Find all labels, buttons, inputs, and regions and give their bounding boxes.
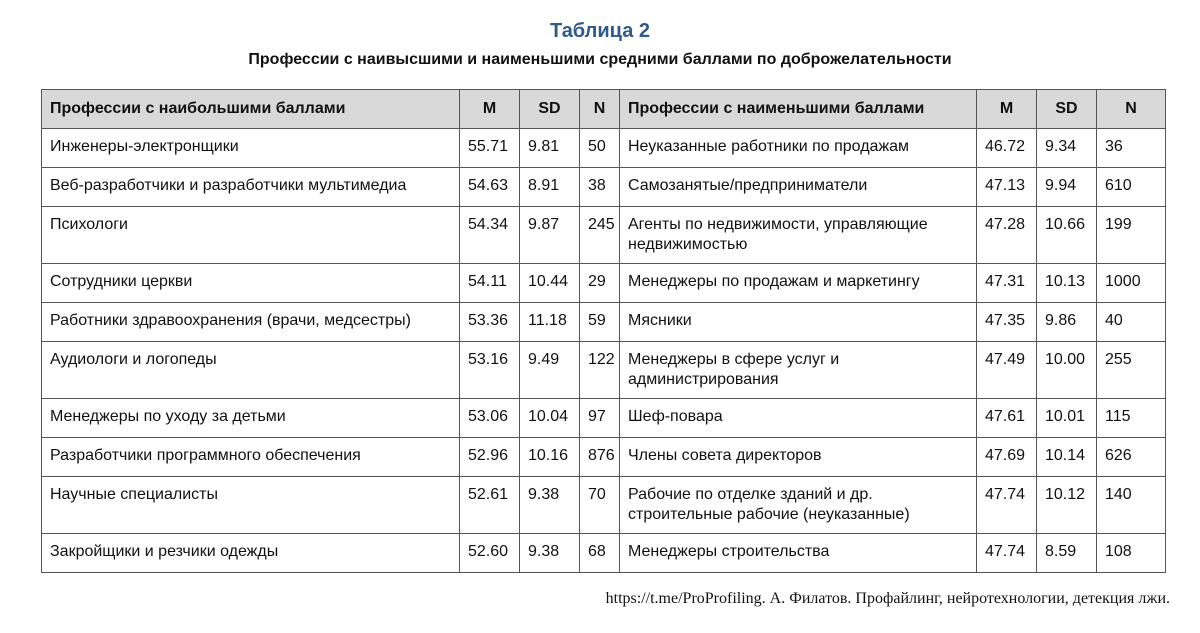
table-row [42,264,1166,303]
cell-low-sd: 9.94 [1037,168,1097,207]
cell-low-profession: Менеджеры по продажам и маркетингу [620,264,977,303]
cell-low-n: 36 [1097,129,1166,168]
cell-high-sd: 9.38 [520,477,580,534]
cell-low-n: 140 [1097,477,1166,534]
table-row [42,438,1166,477]
cell-high-profession: Научные специалисты [42,477,460,534]
cell-high-profession: Веб-разработчики и разработчики мультимедиа [42,168,460,207]
cell-low-sd: 8.59 [1037,534,1097,573]
cell-high-sd: 10.04 [520,399,580,438]
cell-high-profession: Закройщики и резчики одежды [42,534,460,573]
cell-low-m: 47.74 [977,534,1037,573]
table-row [42,303,1166,342]
header-low-m: M [977,90,1037,129]
header-low-n: N [1097,90,1166,129]
cell-high-m: 54.34 [460,207,520,264]
cell-low-profession: Менеджеры в сфере услуг и администрирования [620,342,977,399]
cell-high-n: 59 [580,303,620,342]
cell-high-n: 29 [580,264,620,303]
header-high-sd: SD [520,90,580,129]
cell-low-m: 47.49 [977,342,1037,399]
header-high-n: N [580,90,620,129]
source-footer: https://t.me/ProProfiling. А. Филатов. Профайлинг, нейротехнологии, детекция лжи. [605,590,1170,607]
cell-high-m: 53.16 [460,342,520,399]
cell-low-sd: 10.12 [1037,477,1097,534]
cell-high-m: 53.06 [460,399,520,438]
cell-high-sd: 10.16 [520,438,580,477]
cell-low-sd: 9.86 [1037,303,1097,342]
cell-low-sd: 10.00 [1037,342,1097,399]
cell-low-m: 47.61 [977,399,1037,438]
table-row [42,477,1166,534]
table-row [42,168,1166,207]
cell-low-n: 610 [1097,168,1166,207]
cell-high-m: 52.60 [460,534,520,573]
header-high-m: M [460,90,520,129]
cell-low-sd: 10.01 [1037,399,1097,438]
cell-low-m: 47.74 [977,477,1037,534]
table-row [42,399,1166,438]
cell-low-sd: 10.14 [1037,438,1097,477]
cell-low-sd: 10.13 [1037,264,1097,303]
cell-high-sd: 8.91 [520,168,580,207]
cell-high-sd: 9.81 [520,129,580,168]
cell-low-n: 115 [1097,399,1166,438]
table-row [42,207,1166,264]
cell-low-profession: Члены совета директоров [620,438,977,477]
cell-high-n: 70 [580,477,620,534]
table-row [42,129,1166,168]
cell-low-n: 199 [1097,207,1166,264]
cell-high-n: 876 [580,438,620,477]
cell-low-n: 626 [1097,438,1166,477]
cell-high-m: 55.71 [460,129,520,168]
cell-high-profession: Психологи [42,207,460,264]
cell-high-n: 68 [580,534,620,573]
cell-high-profession: Сотрудники церкви [42,264,460,303]
cell-high-m: 52.96 [460,438,520,477]
cell-high-n: 50 [580,129,620,168]
table-row [42,534,1166,573]
cell-high-sd: 9.49 [520,342,580,399]
cell-low-sd: 9.34 [1037,129,1097,168]
cell-high-profession: Инженеры-электронщики [42,129,460,168]
cell-high-profession: Разработчики программного обеспечения [42,438,460,477]
header-low-professions: Профессии с наименьшими баллами [620,90,977,129]
cell-low-m: 47.28 [977,207,1037,264]
cell-high-sd: 9.87 [520,207,580,264]
cell-high-m: 54.63 [460,168,520,207]
cell-low-m: 47.35 [977,303,1037,342]
cell-low-profession: Менеджеры строительства [620,534,977,573]
cell-low-profession: Рабочие по отделке зданий и др. строительные рабочие (неуказанные) [620,477,977,534]
table-subtitle: Профессии с наивысшими и наименьшими средними баллами по доброжелательности [248,51,952,68]
header-high-professions: Профессии с наибольшими баллами [42,90,460,129]
cell-high-sd: 9.38 [520,534,580,573]
cell-high-n: 97 [580,399,620,438]
table-row [42,342,1166,399]
cell-high-m: 53.36 [460,303,520,342]
cell-low-m: 47.69 [977,438,1037,477]
cell-high-m: 54.11 [460,264,520,303]
cell-low-m: 47.31 [977,264,1037,303]
cell-high-n: 122 [580,342,620,399]
cell-low-profession: Самозанятые/предприниматели [620,168,977,207]
cell-low-n: 108 [1097,534,1166,573]
cell-low-n: 1000 [1097,264,1166,303]
cell-high-m: 52.61 [460,477,520,534]
cell-low-m: 47.13 [977,168,1037,207]
cell-high-n: 245 [580,207,620,264]
cell-high-sd: 10.44 [520,264,580,303]
cell-low-profession: Агенты по недвижимости, управляющие недвижимостью [620,207,977,264]
header-row [42,90,1166,129]
professions-table [41,89,1166,573]
cell-high-n: 38 [580,168,620,207]
table-caption: Таблица 2 [549,20,651,42]
cell-low-n: 255 [1097,342,1166,399]
cell-low-n: 40 [1097,303,1166,342]
cell-low-m: 46.72 [977,129,1037,168]
cell-high-profession: Аудиологи и логопеды [42,342,460,399]
cell-high-profession: Менеджеры по уходу за детьми [42,399,460,438]
cell-low-sd: 10.66 [1037,207,1097,264]
cell-low-profession: Мясники [620,303,977,342]
cell-low-profession: Шеф-повара [620,399,977,438]
header-low-sd: SD [1037,90,1097,129]
table-body [42,129,1166,573]
cell-low-profession: Неуказанные работники по продажам [620,129,977,168]
cell-high-sd: 11.18 [520,303,580,342]
cell-high-profession: Работники здравоохранения (врачи, медсестры) [42,303,460,342]
